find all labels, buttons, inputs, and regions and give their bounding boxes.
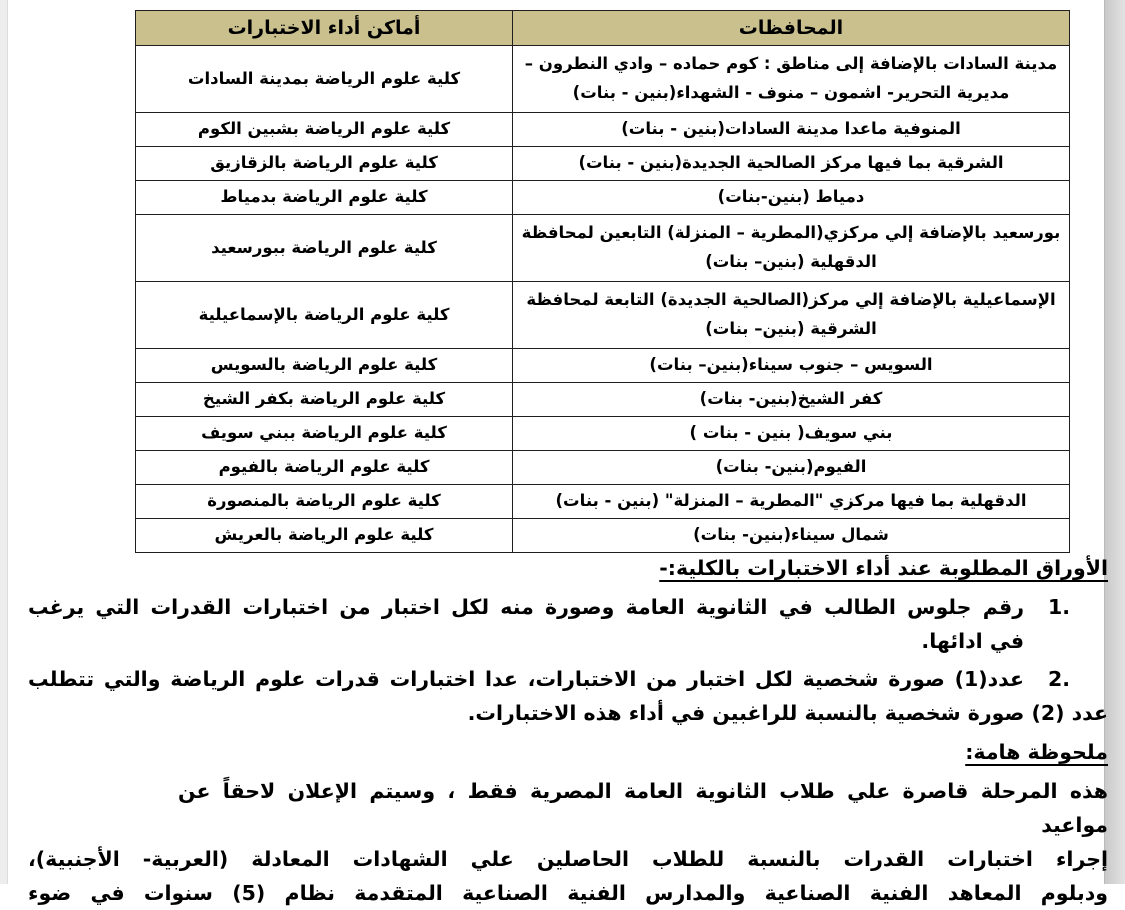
governorate-cell: الفيوم(بنين- بنات) — [513, 451, 1070, 485]
item-1-line-2: في ادائها. — [921, 629, 1024, 653]
note-line-1: هذه المرحلة قاصرة علي طلاب الثانوية العامة المصرية فقط ، وسيتم الإعلان لاحقاً عن مواعيد — [178, 779, 1108, 837]
page-edge-left — [0, 0, 8, 884]
governorate-cell: بورسعيد بالإضافة إلي مركزي(المطرية – المنزلة) التابعين لمحافظة الدقهلية (بنين– بنات) — [513, 215, 1070, 282]
location-cell: كلية علوم الرياضة ببني سويف — [136, 417, 513, 451]
note-line-2: إجراء اختبارات القدرات بالنسبة للطلاب الحاصلين علي الشهادات المعادلة (العربية- الأجنبية)، — [28, 847, 1108, 871]
required-documents-heading: الأوراق المطلوبة عند أداء الاختبارات بالكلية:- — [659, 556, 1108, 580]
item-2-line-2: عدد (2) صورة شخصية بالنسبة للراغبين في أداء هذه الاختبارات. — [467, 701, 1108, 725]
location-cell: كلية علوم الرياضة ببورسعيد — [136, 215, 513, 282]
location-cell: كلية علوم الرياضة بالعريش — [136, 519, 513, 553]
location-cell: كلية علوم الرياضة بالزقازيق — [136, 147, 513, 181]
governorate-cell: كفر الشيخ(بنين- بنات) — [513, 383, 1070, 417]
table-row — [136, 349, 1070, 383]
important-note-heading: ملحوظة هامة: — [965, 740, 1108, 764]
table-row — [136, 181, 1070, 215]
note-line-3: ودبلوم المعاهد الفنية الصناعية والمدارس الفنية الصناعية المتقدمة نظام (5) سنوات في ضوء — [28, 881, 1108, 905]
governorate-cell: شمال سيناء(بنين- بنات) — [513, 519, 1070, 553]
table-row — [136, 215, 1070, 282]
location-cell: كلية علوم الرياضة بشبين الكوم — [136, 113, 513, 147]
governorate-cell: الإسماعيلية بالإضافة إلي مركز(الصالحية الجديدة) التابعة لمحافظة الشرقية (بنين– بنات) — [513, 282, 1070, 349]
body-text — [28, 554, 1108, 910]
governorate-cell: الدقهلية بما فيها مركزي "المطرية – المنزلة" (بنين - بنات) — [513, 485, 1070, 519]
required-documents-item-1 — [28, 590, 1072, 658]
table-row — [136, 46, 1070, 113]
table-row — [136, 519, 1070, 553]
location-cell: كلية علوم الرياضة بالفيوم — [136, 451, 513, 485]
item-2-line-1: عدد(1) صورة شخصية لكل اختبار من الاختبارات، عدا اختبارات قدرات علوم الرياضة والتي تتطلب — [28, 667, 1024, 691]
table-header-row — [136, 11, 1070, 46]
governorate-cell: المنوفية ماعدا مدينة السادات(بنين - بنات) — [513, 113, 1070, 147]
table-row — [136, 451, 1070, 485]
header-governorates: المحافظات — [513, 11, 1070, 46]
location-cell: كلية علوم الرياضة بدمياط — [136, 181, 513, 215]
required-documents-item-2 — [28, 662, 1108, 730]
important-note-paragraph — [28, 774, 1108, 910]
table-row — [136, 485, 1070, 519]
table-row — [136, 282, 1070, 349]
table-row — [136, 383, 1070, 417]
location-cell: كلية علوم الرياضة بالمنصورة — [136, 485, 513, 519]
location-cell: كلية علوم الرياضة بالإسماعيلية — [136, 282, 513, 349]
governorates-table — [135, 10, 1070, 553]
table-row — [136, 113, 1070, 147]
location-cell: كلية علوم الرياضة بمدينة السادات — [136, 46, 513, 113]
table-row — [136, 417, 1070, 451]
governorate-cell: بني سويف( بنين - بنات ) — [513, 417, 1070, 451]
item-2-number: 2. — [1047, 667, 1070, 691]
governorate-cell: السويس – جنوب سيناء(بنين– بنات) — [513, 349, 1070, 383]
table-row — [136, 147, 1070, 181]
header-test-locations: أماكن أداء الاختبارات — [136, 11, 513, 46]
item-1-line-1: رقم جلوس الطالب في الثانوية العامة وصورة منه لكل اختبار من اختبارات القدرات التي يرغب — [28, 595, 1024, 619]
governorate-cell: مدينة السادات بالإضافة إلى مناطق : كوم حماده – وادي النطرون – مديرية التحرير- اشمون – منوف - الشهداء(بنين - بنات) — [513, 46, 1070, 113]
item-1-number: 1. — [1047, 595, 1070, 619]
location-cell: كلية علوم الرياضة بكفر الشيخ — [136, 383, 513, 417]
governorate-cell: الشرقية بما فيها مركز الصالحية الجديدة(بنين - بنات) — [513, 147, 1070, 181]
location-cell: كلية علوم الرياضة بالسويس — [136, 349, 513, 383]
governorate-cell: دمياط (بنين-بنات) — [513, 181, 1070, 215]
